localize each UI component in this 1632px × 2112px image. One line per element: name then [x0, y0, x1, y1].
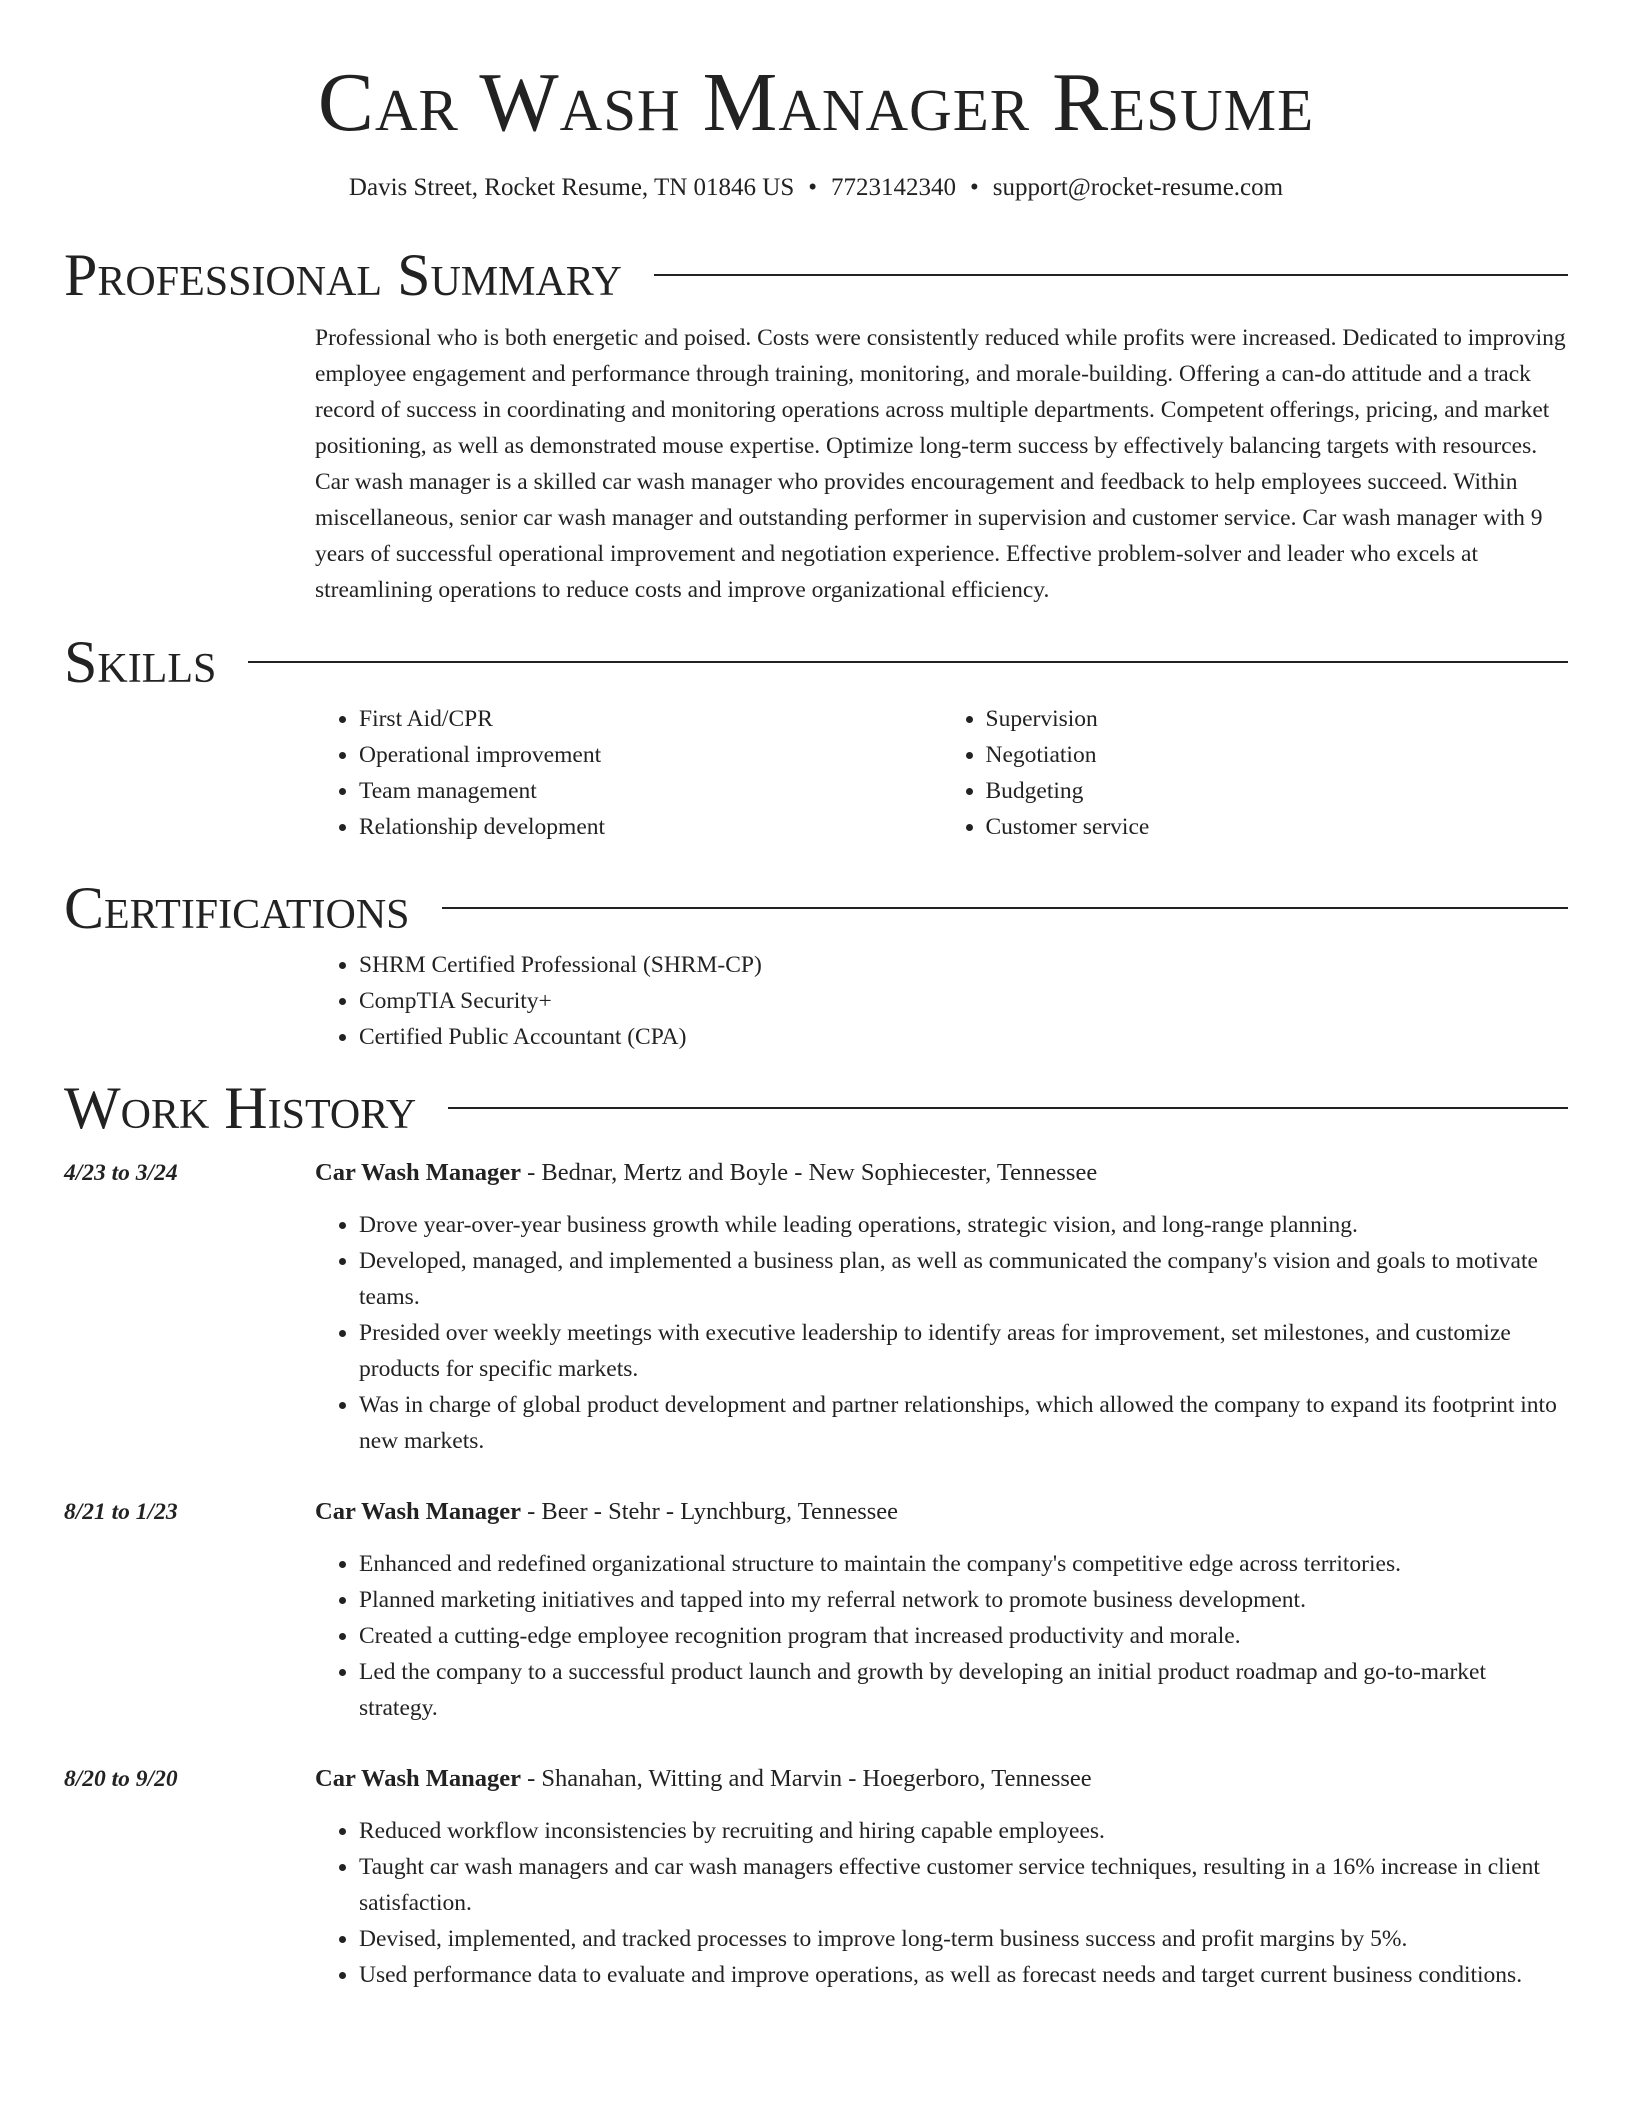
job-bullet: • Enhanced and redefined organizational structure to maintain the company's competitive edge across territories.: [359, 1546, 1568, 1582]
job-dates: 8/21 to 1/23: [64, 1499, 178, 1525]
job-bullets: [315, 1546, 1568, 1726]
section-divider: [248, 661, 1568, 663]
summary-text: Professional who is both energetic and poised. Costs were consistently reduced while profits were increased. Dedicated to improving employee engagement and performance through training, monitoring, and morale-building. Offering a can-do attitude and a track record of success in coordinating and monitoring operations across multiple departments. Competent offerings, pricing, and market positioning, as well as demonstrated mouse expertise. Optimize long-term success by effectively balancing targets with resources. Car wash manager is a skilled car wash manager who provides encouragement and feedback to help employees succeed. Within miscellaneous, senior car wash manager and outstanding performer in supervision and customer service. Car wash manager with 9 years of successful operational improvement and negotiation experience. Effective problem-solver and leader who excels at streamlining operations to reduce costs and improve organizational efficiency.: [315, 325, 1566, 603]
skills-body: [315, 701, 1568, 845]
resume-title: Car Wash Manager Resume: [317, 56, 1315, 149]
job-entry: [64, 1494, 1568, 1726]
section-divider: [442, 907, 1568, 909]
job-main: [315, 1155, 1568, 1459]
skills-grid: [315, 701, 1568, 845]
summary-heading: Professional Summary: [64, 242, 622, 308]
summary-section-heading: [64, 242, 1568, 308]
job-main: [315, 1494, 1568, 1726]
certifications-heading: Certifications: [64, 875, 410, 941]
skill-item: • Operational improvement: [359, 737, 942, 773]
work-section-heading: [64, 1075, 1568, 1141]
job-header: [315, 1494, 1568, 1530]
job-bullets: [315, 1207, 1568, 1459]
job-bullets: [315, 1813, 1568, 1993]
job-title: Car Wash Manager: [315, 1159, 521, 1186]
certification-item: • SHRM Certified Professional (SHRM-CP): [359, 947, 1568, 983]
job-details: - Beer - Stehr - Lynchburg, Tennessee: [521, 1498, 899, 1525]
job-bullet: • Presided over weekly meetings with executive leadership to identify areas for improvement, set milestones, and customize products for specific markets.: [359, 1315, 1568, 1387]
job-dates: 4/23 to 3/24: [64, 1160, 178, 1186]
job-details: - Bednar, Mertz and Boyle - New Sophiecester, Tennessee: [521, 1159, 1098, 1186]
contact-separator: •: [970, 174, 979, 201]
contact-phone: 7723142340: [831, 174, 957, 201]
job-bullet: • Taught car wash managers and car wash managers effective customer service techniques, resulting in a 16% increase in client satisfaction.: [359, 1849, 1568, 1921]
job-header: [315, 1761, 1568, 1797]
certifications-body: [315, 947, 1568, 1055]
job-bullet: • Devised, implemented, and tracked processes to improve long-term business success and profit margins by 5%.: [359, 1921, 1568, 1957]
certification-item: • Certified Public Accountant (CPA): [359, 1019, 1568, 1055]
job-details: - Shanahan, Witting and Marvin - Hoegerboro, Tennessee: [521, 1765, 1092, 1792]
job-bullet: • Led the company to a successful product launch and growth by developing an initial product roadmap and go-to-market strategy.: [359, 1654, 1568, 1726]
certification-item: • CompTIA Security+: [359, 983, 1568, 1019]
skill-item: • Relationship development: [359, 809, 942, 845]
skill-item: • First Aid/CPR: [359, 701, 942, 737]
skill-item: • Budgeting: [986, 773, 1569, 809]
job-bullet: • Planned marketing initiatives and tapped into my referral network to promote business development.: [359, 1582, 1568, 1618]
job-main: [315, 1761, 1568, 1993]
job-bullet: • Created a cutting-edge employee recognition program that increased productivity and morale.: [359, 1618, 1568, 1654]
job-entry: [64, 1761, 1568, 1993]
certifications-section-heading: [64, 875, 1568, 941]
summary-body: [315, 320, 1568, 608]
contact-line: [64, 172, 1568, 204]
job-bullet: • Used performance data to evaluate and improve operations, as well as forecast needs and target current business conditions.: [359, 1957, 1568, 1993]
job-bullet: • Developed, managed, and implemented a business plan, as well as communicated the company's vision and goals to motivate teams.: [359, 1243, 1568, 1315]
section-divider: [448, 1107, 1568, 1109]
section-divider: [654, 274, 1568, 276]
job-bullet: • Reduced workflow inconsistencies by recruiting and hiring capable employees.: [359, 1813, 1568, 1849]
skill-item: • Negotiation: [986, 737, 1569, 773]
skill-item: • Supervision: [986, 701, 1569, 737]
contact-separator: •: [808, 174, 818, 201]
job-title: Car Wash Manager: [315, 1765, 521, 1792]
work-heading: Work History: [64, 1075, 417, 1141]
job-bullet: • Drove year-over-year business growth while leading operations, strategic vision, and long-range planning.: [359, 1207, 1568, 1243]
job-bullet: • Was in charge of global product development and partner relationships, which allowed the company to expand its footprint into new markets.: [359, 1387, 1568, 1459]
certifications-list: [315, 947, 1568, 1055]
skills-section-heading: [64, 629, 1568, 695]
contact-address: Davis Street, Rocket Resume, TN 01846 US: [348, 174, 795, 201]
job-dates: 8/20 to 9/20: [64, 1766, 178, 1792]
contact-email: support@rocket-resume.com: [992, 174, 1284, 201]
skill-item: • Customer service: [986, 809, 1569, 845]
skills-list-left: [315, 701, 942, 845]
skills-list-right: [942, 701, 1569, 845]
job-entry: [64, 1155, 1568, 1459]
job-title: Car Wash Manager: [315, 1498, 521, 1525]
job-header: [315, 1155, 1568, 1191]
resume-page: [64, 0, 1568, 1993]
skill-item: • Team management: [359, 773, 942, 809]
skills-heading: Skills: [64, 629, 217, 695]
